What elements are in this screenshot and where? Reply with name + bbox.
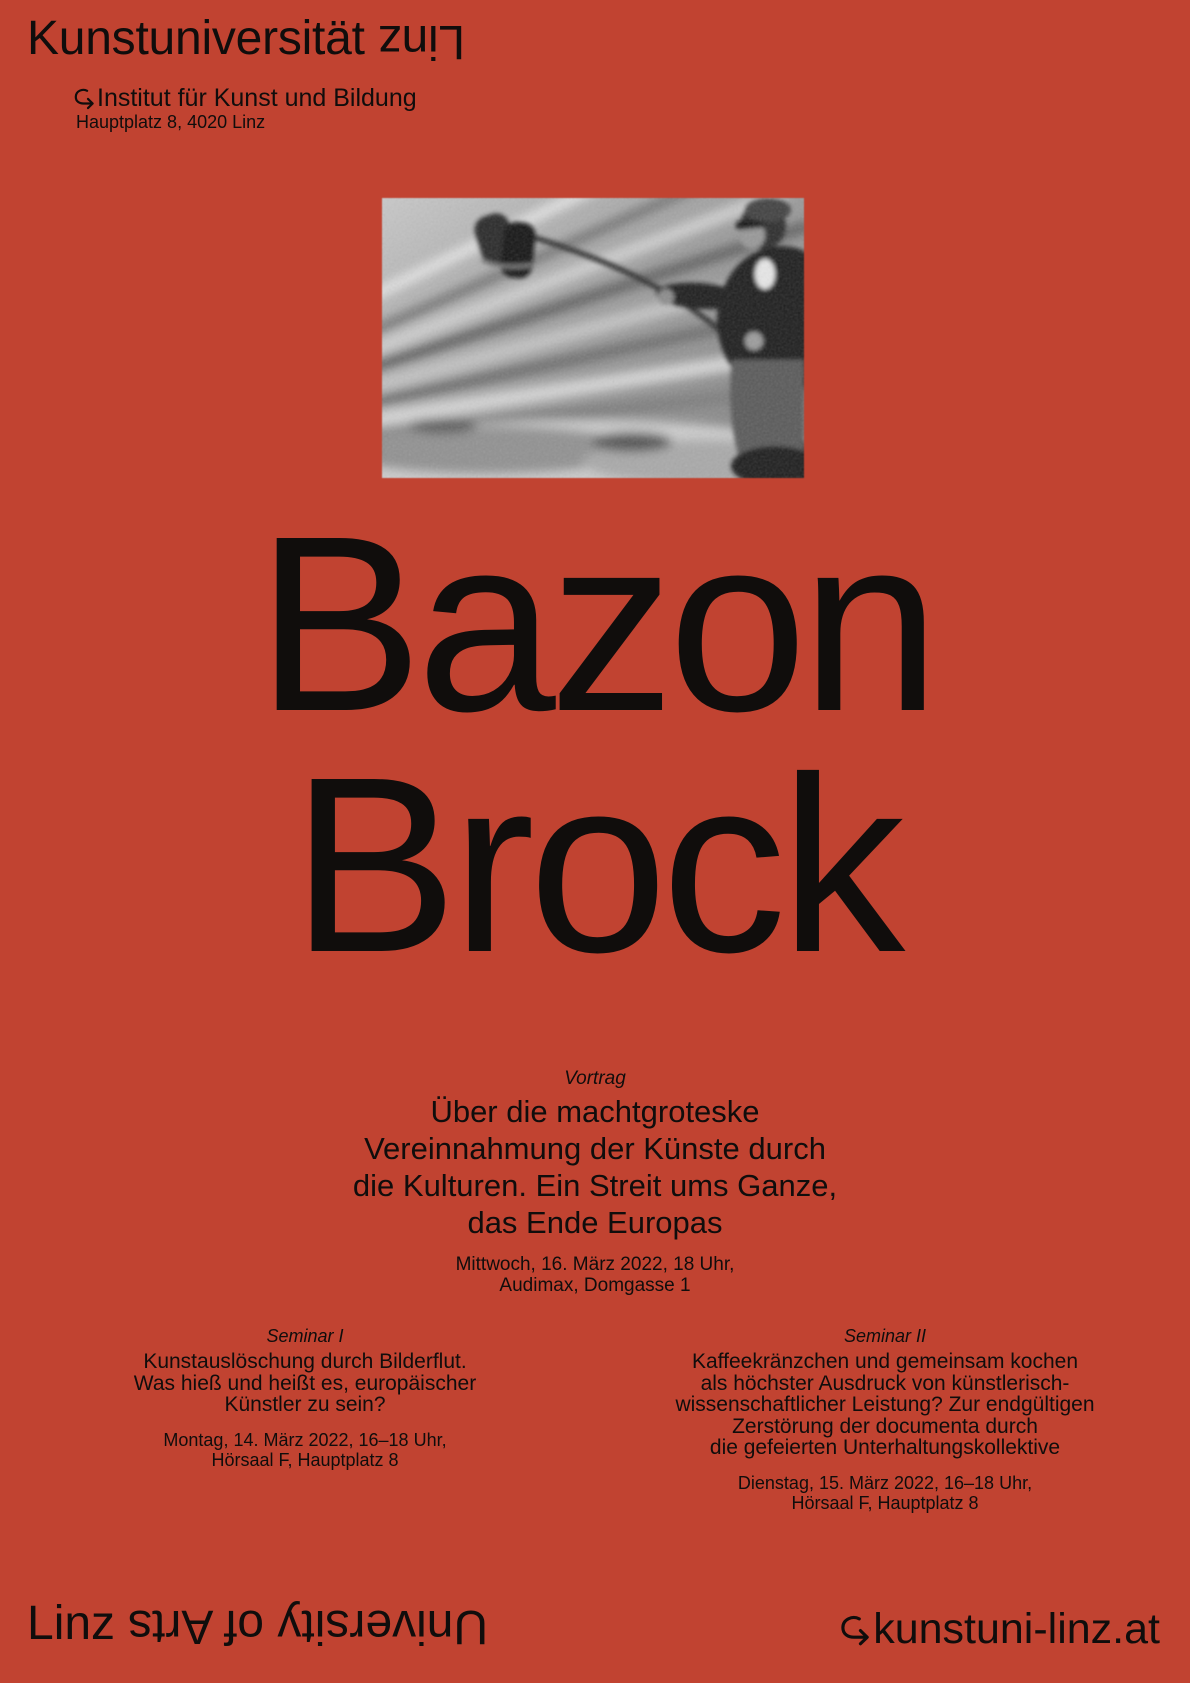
seminar-2-title-line: Zerstörung der documenta durch xyxy=(732,1414,1038,1438)
vortrag-block xyxy=(0,1068,1190,1296)
vortrag-title xyxy=(0,1093,1190,1241)
vortrag-title-line: die Kulturen. Ein Streit ums Ganze, xyxy=(352,1168,838,1203)
footer-brand-word-flipped: University of Arts xyxy=(128,1600,489,1654)
institute-address: Hauptplatz 8, 4020 Linz xyxy=(76,112,266,132)
vortrag-kicker: Vortrag xyxy=(564,1068,626,1089)
brand-logo xyxy=(27,12,465,69)
seminar-1-title xyxy=(85,1351,525,1416)
boots-on-branch-photo xyxy=(382,198,804,478)
brand-word-flipped: Linz xyxy=(377,15,465,69)
seminar-1-title-line: Kunstauslöschung durch Bilderflut. xyxy=(143,1350,467,1373)
seminar-2-date-line: Hörsaal F, Hauptplatz 8 xyxy=(791,1492,979,1513)
vortrag-date xyxy=(0,1254,1190,1296)
vortrag-date-line: Audimax, Domgasse 1 xyxy=(499,1275,691,1296)
seminar-1-title-line: Was hieß und heißt es, europäischer xyxy=(133,1371,477,1395)
institute-name: Institut für Kunst und Bildung xyxy=(97,84,417,112)
title-line-2: Brock xyxy=(291,725,899,1004)
seminar-1-date-line: Montag, 14. März 2022, 16–18 Uhr, xyxy=(163,1429,447,1450)
seminar-2-title-line: als höchster Ausdruck von künstlerisch- xyxy=(700,1371,1070,1395)
footer-brand-logo xyxy=(27,1597,489,1654)
website-link[interactable] xyxy=(836,1606,1160,1653)
seminar-2-title-line: die gefeierten Unterhaltungskollektive xyxy=(709,1436,1061,1459)
seminar-2-date xyxy=(650,1473,1120,1513)
brand-word-normal: Kunstuniversität xyxy=(27,12,365,65)
seminar-2-title xyxy=(650,1351,1120,1459)
vortrag-date-line: Mittwoch, 16. März 2022, 18 Uhr, xyxy=(455,1254,735,1275)
seminar-2-date-line: Dienstag, 15. März 2022, 16–18 Uhr, xyxy=(737,1472,1033,1493)
seminar-1-date-line: Hörsaal F, Hauptplatz 8 xyxy=(211,1449,399,1470)
website-url[interactable]: kunstuni-linz.at xyxy=(873,1605,1160,1653)
hook-arrow-icon xyxy=(71,86,96,111)
seminar-1-title-line: Künstler zu sein? xyxy=(224,1393,386,1416)
vortrag-title-line: das Ende Europas xyxy=(467,1205,723,1240)
page-title xyxy=(0,484,1190,1004)
seminar-2-title-line: wissenschaftlicher Leistung? Zur endgültigen xyxy=(675,1393,1095,1416)
footer-brand-word-normal: Linz xyxy=(27,1597,116,1650)
poster-photo xyxy=(382,198,804,478)
hook-arrow-icon xyxy=(836,1612,872,1648)
seminar-1-kicker: Seminar I xyxy=(266,1326,344,1346)
vortrag-title-line: Vereinnahmung der Künste durch xyxy=(364,1131,826,1166)
institute-line xyxy=(71,84,417,113)
seminar-1-block xyxy=(85,1326,525,1470)
seminar-2-kicker: Seminar II xyxy=(843,1326,927,1346)
vortrag-title-line: Über die machtgroteske xyxy=(430,1094,760,1129)
seminar-2-title-line: Kaffeekränzchen und gemeinsam kochen xyxy=(691,1350,1079,1373)
seminar-1-date xyxy=(85,1430,525,1470)
title-line-1: Bazon xyxy=(256,484,934,763)
seminar-2-block xyxy=(650,1326,1120,1513)
